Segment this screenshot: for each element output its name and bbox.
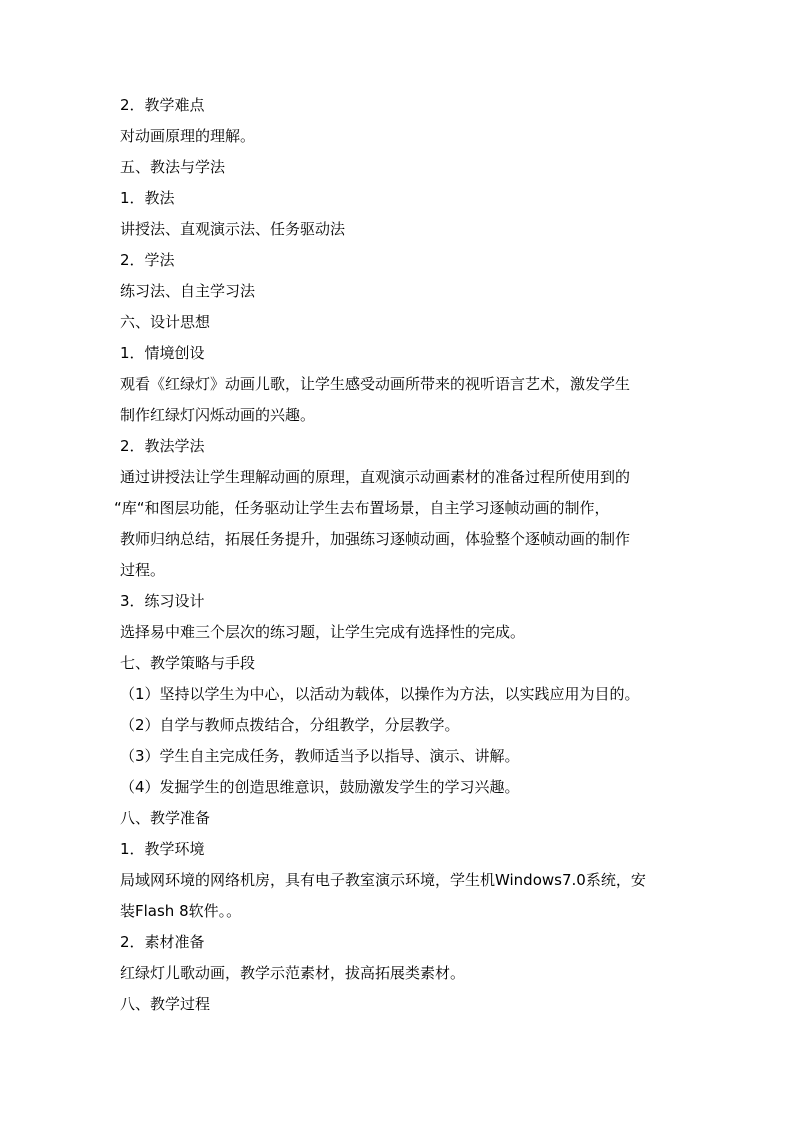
list-item: （2）自学与教师点拨结合，分组教学，分层教学。 [120, 716, 460, 734]
paragraph-text: 讲授法、直观演示法、任务驱动法 [120, 220, 346, 238]
section-heading-strategy: 七、教学策略与手段 [120, 654, 256, 672]
subheading-exercise-design: 3．练习设计 [120, 592, 205, 610]
section-heading-preparation: 八、教学准备 [120, 809, 211, 827]
list-item: （3）学生自主完成任务，教师适当予以指导、演示、讲解。 [120, 747, 520, 765]
document-body [114, 90, 680, 1020]
paragraph-text: 制作红绿灯闪烁动画的兴趣。 [120, 406, 316, 424]
paragraph-text: 观看《红绿灯》动画儿歌，让学生感受动画所带来的视听语言艺术，激发学生 [120, 375, 631, 393]
subheading-learning-method: 2．学法 [120, 251, 175, 269]
list-item: （1）坚持以学生为中心，以活动为载体，以操作为方法，以实践应用为目的。 [120, 685, 640, 703]
subheading-scenario: 1．情境创设 [120, 344, 205, 362]
list-item: （4）发掘学生的创造思维意识，鼓励激发学生的学习兴趣。 [120, 778, 520, 796]
subheading-teaching-method: 1．教法 [120, 189, 175, 207]
subheading-teaching-difficulty: 2．教学难点 [120, 96, 205, 114]
section-heading-design-idea: 六、设计思想 [120, 313, 211, 331]
paragraph-text: 选择易中难三个层次的练习题，让学生完成有选择性的完成。 [120, 623, 526, 641]
paragraph-text: 对动画原理的理解。 [120, 127, 256, 145]
paragraph-text: “库“和图层功能，任务驱动让学生去布置场景，自主学习逐帧动画的制作， [114, 499, 610, 517]
subheading-teaching-learning: 2．教法学法 [120, 437, 205, 455]
paragraph-text: 局域网环境的网络机房，具有电子教室演示环境，学生机Windows7.0系统，安 [120, 871, 646, 889]
paragraph-text: 教师归纳总结，拓展任务提升，加强练习逐帧动画，体验整个逐帧动画的制作 [120, 530, 631, 548]
paragraph-text: 通过讲授法让学生理解动画的原理，直观演示动画素材的准备过程所使用到的 [120, 468, 631, 486]
paragraph-text: 红绿灯儿歌动画，教学示范素材，拔高拓展类素材。 [120, 964, 466, 982]
subheading-materials: 2．素材准备 [120, 933, 205, 951]
paragraph-text: 练习法、自主学习法 [120, 282, 256, 300]
subheading-environment: 1．教学环境 [120, 840, 205, 858]
section-heading-process: 八、教学过程 [120, 995, 211, 1013]
paragraph-text: 装Flash 8软件。。 [120, 902, 242, 920]
paragraph-text: 过程。 [120, 561, 166, 579]
section-heading-methods: 五、教法与学法 [120, 158, 226, 176]
